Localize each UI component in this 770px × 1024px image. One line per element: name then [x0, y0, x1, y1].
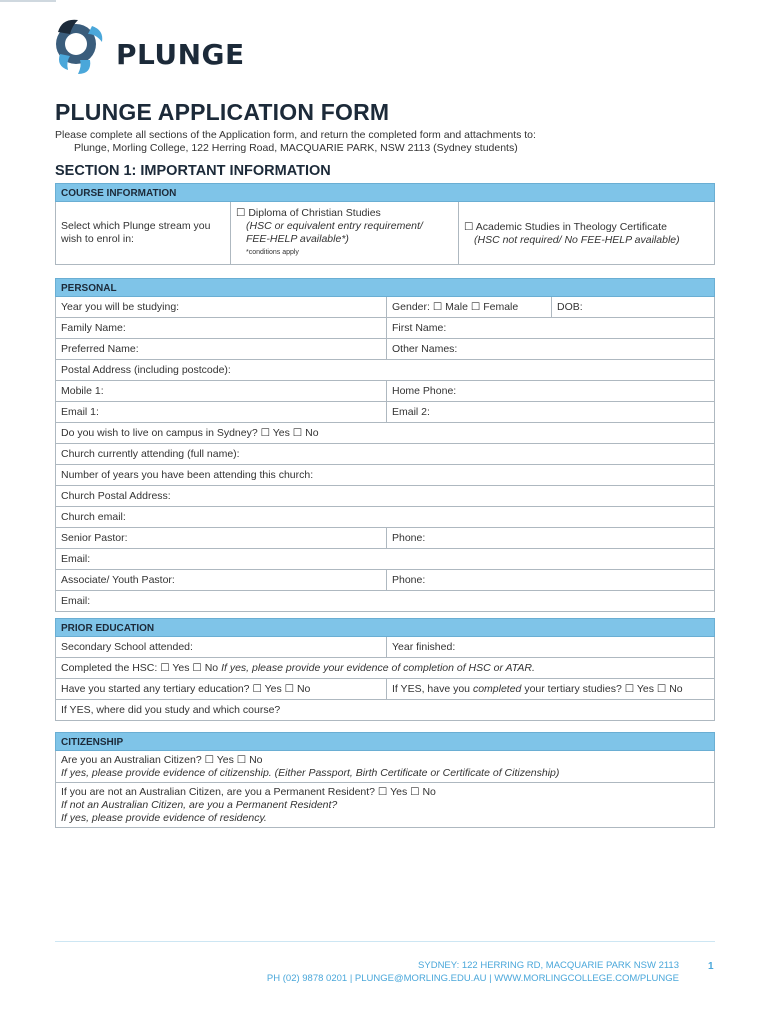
table-row — [55, 751, 715, 783]
campus-field[interactable]: Do you wish to live on campus in Sydney? ☐ Yes ☐ No — [61, 426, 319, 439]
table-row — [55, 486, 715, 507]
tertiary-completed-text: If YES, have you — [392, 682, 471, 695]
section-header: PRIOR EDUCATION — [55, 618, 715, 637]
church-postal-field[interactable]: Church Postal Address: — [61, 489, 171, 502]
youth-phone-field[interactable]: Phone: — [386, 570, 714, 590]
tertiary-field[interactable]: Have you started any tertiary education? ☐ Yes ☐ No — [61, 682, 311, 695]
table-row — [55, 700, 715, 721]
resident-note: If yes, please provide evidence of residency. — [61, 812, 267, 824]
diploma-option[interactable] — [230, 202, 458, 264]
year-finished-field[interactable]: Year finished: — [386, 637, 714, 657]
senior-pastor-field[interactable]: Senior Pastor: — [61, 531, 128, 544]
table-row — [55, 402, 715, 423]
table-row — [55, 528, 715, 549]
tertiary-completed-text: your tertiary studies? ☐ Yes ☐ No — [524, 682, 683, 695]
table-row — [55, 297, 715, 318]
resident-note: If not an Australian Citizen, are you a Permanent Resident? — [61, 799, 338, 811]
logo-mark-icon — [52, 14, 122, 78]
section-header: PERSONAL — [55, 278, 715, 297]
table-row — [55, 637, 715, 658]
table-row — [55, 549, 715, 570]
school-field[interactable]: Secondary School attended: — [61, 640, 193, 653]
top-rule — [0, 0, 56, 2]
table-row — [55, 783, 715, 828]
tertiary-completed-field[interactable] — [386, 679, 714, 699]
citizenship-section — [55, 732, 715, 828]
table-row — [55, 507, 715, 528]
youth-email-field[interactable]: Email: — [61, 594, 91, 607]
table-row — [55, 423, 715, 444]
hsc-field[interactable] — [56, 658, 714, 678]
table-row — [55, 381, 715, 402]
certificate-label: ☐ Academic Studies in Theology Certificate — [464, 221, 667, 233]
conditions-note: *conditions apply — [246, 249, 299, 256]
intro-address: Plunge, Morling College, 122 Herring Road, MACQUARIE PARK, NSW 2113 (Sydney students) — [74, 142, 518, 154]
stream-question: Select which Plunge stream you wish to enrol in: — [61, 220, 211, 245]
years-attending-field[interactable]: Number of years you have been attending this church: — [61, 468, 314, 481]
diploma-note: FEE-HELP available*) — [246, 233, 349, 245]
year-field[interactable]: Year you will be studying: — [61, 300, 180, 313]
table-row — [55, 339, 715, 360]
other-names-field[interactable]: Other Names: — [386, 339, 714, 359]
first-name-field[interactable]: First Name: — [386, 318, 714, 338]
table-row — [55, 570, 715, 591]
education-section — [55, 618, 715, 721]
preferred-name-field[interactable]: Preferred Name: — [61, 342, 139, 355]
gender-field[interactable]: Gender: ☐ Male ☐ Female — [386, 297, 551, 317]
citizen-question: Are you an Australian Citizen? ☐ Yes ☐ No — [61, 754, 263, 766]
youth-pastor-field[interactable]: Associate/ Youth Pastor: — [61, 573, 175, 586]
table-row — [55, 591, 715, 612]
mobile-field[interactable]: Mobile 1: — [61, 384, 104, 397]
footer-address: SYDNEY: 122 HERRING RD, MACQUARIE PARK NSW 2113 — [418, 960, 679, 971]
section-title: SECTION 1: IMPORTANT INFORMATION — [55, 163, 331, 179]
senior-email-field[interactable]: Email: — [61, 552, 91, 565]
table-row — [55, 679, 715, 700]
table-row — [55, 202, 715, 265]
resident-question: If you are not an Australian Citizen, are you a Permanent Resident? ☐ Yes ☐ No — [61, 786, 436, 798]
postal-address-field[interactable]: Postal Address (including postcode): — [61, 363, 231, 376]
page-number: 1 — [708, 961, 714, 972]
senior-phone-field[interactable]: Phone: — [386, 528, 714, 548]
hsc-note: If yes, please provide your evidence of completion of HSC or ATAR. — [221, 661, 535, 674]
certificate-note: (HSC not required/ No FEE-HELP available) — [474, 234, 680, 246]
family-name-field[interactable]: Family Name: — [61, 321, 126, 334]
citizen-note: If yes, please provide evidence of citizenship. (Either Passport, Birth Certificate or Certificate of Citizenship) — [61, 767, 560, 779]
logo-wordmark: PLUNGE — [116, 38, 245, 71]
church-email-field[interactable]: Church email: — [61, 510, 126, 523]
course-section — [55, 183, 715, 265]
dob-field[interactable]: DOB: — [551, 297, 714, 317]
personal-section — [55, 278, 715, 612]
study-where-field[interactable]: If YES, where did you study and which course? — [61, 703, 281, 716]
plunge-logo — [52, 14, 252, 78]
hsc-question: Completed the HSC: ☐ Yes ☐ No — [61, 661, 219, 674]
certificate-option[interactable] — [458, 202, 714, 264]
footer-rule — [55, 941, 715, 942]
table-row — [55, 465, 715, 486]
section-header: COURSE INFORMATION — [55, 183, 715, 202]
diploma-label: ☐ Diploma of Christian Studies — [236, 207, 381, 219]
church-field[interactable]: Church currently attending (full name): — [61, 447, 240, 460]
table-row — [55, 444, 715, 465]
section-header: CITIZENSHIP — [55, 732, 715, 751]
tertiary-completed-emph: completed — [472, 682, 522, 695]
footer-contact: PH (02) 9878 0201 | PLUNGE@MORLING.EDU.AU | WWW.MORLINGCOLLEGE.COM/PLUNGE — [266, 973, 679, 984]
citizen-field[interactable] — [56, 751, 714, 782]
intro-text: Please complete all sections of the Application form, and return the completed form and attachments to: — [55, 129, 536, 141]
home-phone-field[interactable]: Home Phone: — [386, 381, 714, 401]
resident-field[interactable] — [56, 783, 714, 827]
table-row — [55, 360, 715, 381]
email2-field[interactable]: Email 2: — [386, 402, 714, 422]
page-title: PLUNGE APPLICATION FORM — [55, 99, 390, 125]
table-row — [55, 658, 715, 679]
email1-field[interactable]: Email 1: — [61, 405, 99, 418]
diploma-note: (HSC or equivalent entry requirement/ — [246, 220, 423, 232]
table-row — [55, 318, 715, 339]
